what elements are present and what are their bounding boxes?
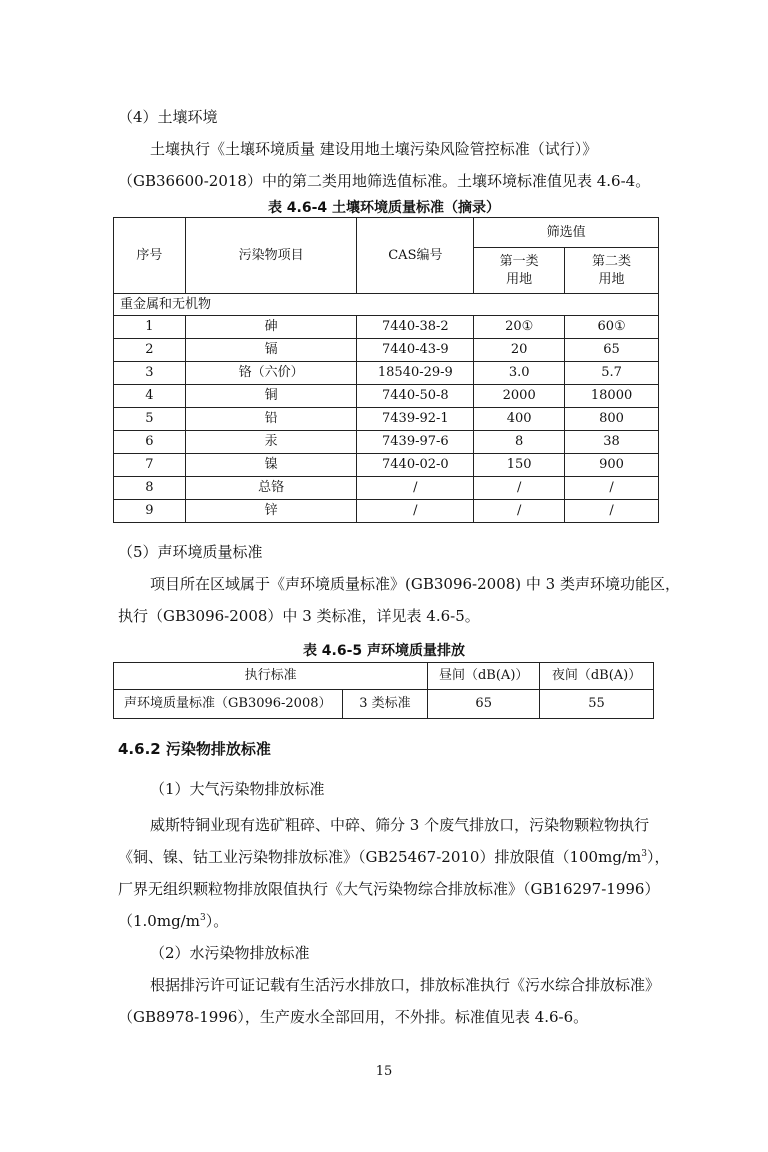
header-day: 昼间（dB(A)）	[428, 663, 540, 690]
header-night: 夜间（dB(A)）	[540, 663, 654, 690]
section-heading-4-6-2: 4.6.2 污染物排放标准	[118, 740, 271, 758]
table-row	[114, 690, 654, 719]
header-class1: 第一类 用地	[474, 248, 565, 294]
air-paragraph-line1: 威斯特铜业现有选矿粗碎、中碎、筛分 3 个废气排放口，污染物颗粒物执行	[150, 816, 650, 834]
air-paragraph-line4: $(1.0mg/m^3)$。	[118, 912, 229, 930]
night-value: 55	[540, 690, 654, 719]
header-standard: 执行标准	[114, 663, 428, 690]
standard-name: 声环境质量标准（GB3096-2008）	[114, 690, 343, 719]
water-paragraph-line1: 根据排污许可证记载有生活污水排放口，排放标准执行《污水综合排放标准》	[150, 976, 661, 994]
soil-paragraph-line2: （GB36600-2018）中的第二类用地筛选值标准。土壤环境标准值见表 4.6-4。	[118, 172, 651, 190]
air-paragraph-line2: 《铜、镍、钴工业污染物排放标准》（GB25467-2010）排放限值$(100mg/m^3)$，	[118, 848, 670, 866]
group-row: 重金属和无机物	[114, 294, 659, 316]
soil-paragraph-line1: 土壤执行《土壤环境质量 建设用地土壤污染风险管控标准（试行）》	[150, 140, 598, 158]
noise-paragraph-line1: 项目所在区域属于《声环境质量标准》(GB3096-2008) 中 3 类声环境功能区，	[150, 575, 680, 593]
air-heading: （1）大气污染物排放标准	[150, 780, 325, 798]
water-paragraph-line2: （GB8978-1996），生产废水全部回用，不外排。标准值见表 4.6-6。	[118, 1008, 589, 1026]
noise-standard-table	[113, 662, 654, 719]
header-class2: 第二类 用地	[565, 248, 659, 294]
air-paragraph-line3: 厂界无组织颗粒物排放限值执行《大气污染物综合排放标准》（GB16297-1996）	[118, 880, 660, 898]
table2-caption: 表 4.6-5 声环境质量排放	[302, 643, 466, 659]
soil-standard-table	[113, 217, 659, 523]
table-row: 8 总铬 / / /	[114, 477, 659, 500]
table-row: 5 铅 7439-92-1 400 800	[114, 408, 659, 431]
standard-class: 3 类标准	[342, 690, 428, 719]
table-row: 2 镉 7440-43-9 20 65	[114, 339, 659, 362]
page-number: 15	[375, 1064, 393, 1079]
section-heading-soil: （4）土壤环境	[118, 108, 218, 126]
table-row: 7 镍 7440-02-0 150 900	[114, 454, 659, 477]
header-screening: 筛选值	[474, 218, 659, 248]
header-item: 污染物项目	[185, 218, 357, 294]
water-heading: （2）水污染物排放标准	[150, 944, 310, 962]
header-no: 序号	[114, 218, 186, 294]
header-cas: CAS编号	[357, 218, 474, 294]
section-heading-noise: （5）声环境质量标准	[118, 543, 263, 561]
table-row: 3 铬（六价） 18540-29-9 3.0 5.7	[114, 362, 659, 385]
noise-paragraph-line2: 执行（GB3096-2008）中 3 类标准，详见表 4.6-5。	[118, 607, 480, 625]
table-row: 4 铜 7440-50-8 2000 18000	[114, 385, 659, 408]
day-value: 65	[428, 690, 540, 719]
table-row: 9 锌 / / /	[114, 500, 659, 523]
table-row: 1 砷 7440-38-2 20① 60①	[114, 316, 659, 339]
table-row: 6 汞 7439-97-6 8 38	[114, 431, 659, 454]
table1-caption: 表 4.6-4 土壤环境质量标准（摘录）	[267, 200, 501, 216]
